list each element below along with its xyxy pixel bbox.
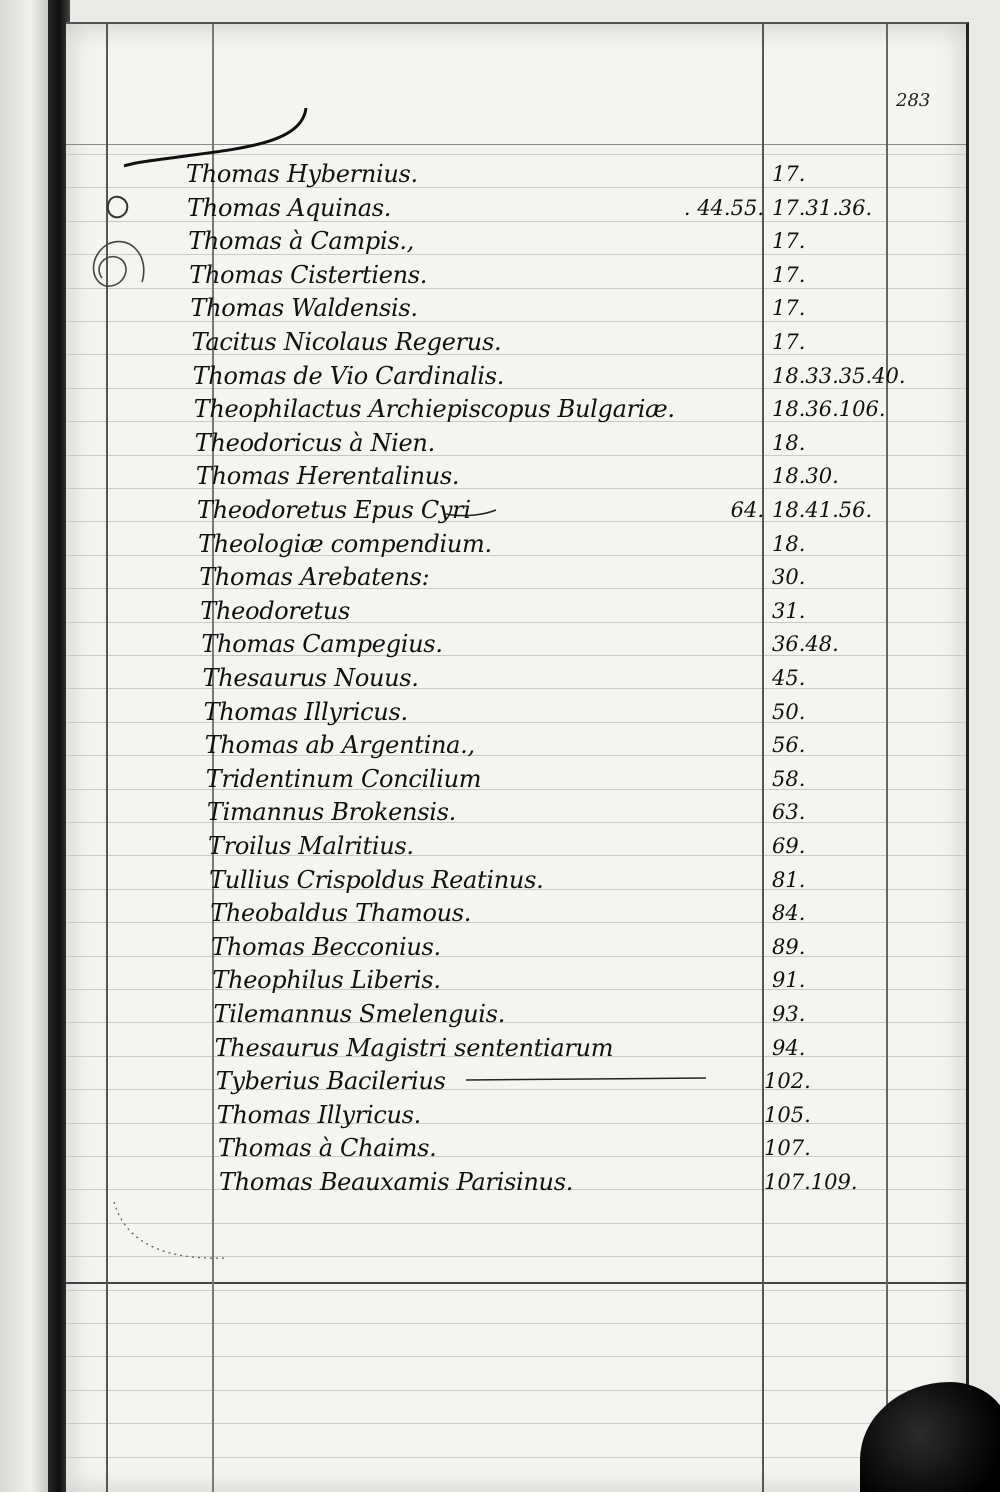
index-entry bbox=[66, 1034, 966, 1068]
entry-name: Tullius Crispoldus Reatinus. bbox=[209, 865, 544, 894]
entry-page-refs: 58. bbox=[772, 766, 806, 791]
entry-page-refs: 17. bbox=[772, 296, 806, 321]
entry-page-refs: 17. bbox=[772, 229, 806, 254]
index-entry bbox=[66, 328, 966, 362]
entry-name: Thomas Hybernius. bbox=[186, 160, 418, 188]
index-entry bbox=[66, 563, 966, 597]
entry-page-refs: 81. bbox=[772, 867, 806, 892]
entry-name: Timannus Brokensis. bbox=[206, 798, 456, 827]
entry-name: Theophilactus Archiepiscopus Bulgariæ. bbox=[193, 395, 675, 424]
entry-page-refs: 107.109. bbox=[764, 1170, 858, 1194]
index-entry bbox=[66, 496, 966, 530]
page-number: 283 bbox=[896, 90, 931, 111]
entry-name: Thomas Illyricus. bbox=[203, 697, 408, 726]
index-entry bbox=[66, 664, 966, 698]
entry-page-refs: 17. bbox=[772, 262, 806, 287]
index-entry bbox=[66, 160, 966, 194]
entry-name: Thomas Beauxamis Parisinus. bbox=[219, 1168, 574, 1196]
entry-name: Theodoretus Epus Cyri bbox=[197, 496, 471, 524]
index-entry bbox=[66, 429, 966, 463]
index-entry bbox=[66, 731, 966, 765]
ruled-line bbox=[66, 1356, 966, 1357]
entry-name: Theobaldus Thamous. bbox=[210, 899, 472, 928]
index-entry bbox=[66, 866, 966, 900]
index-entry bbox=[66, 899, 966, 933]
entry-page-refs: 63. bbox=[772, 800, 806, 825]
index-entry bbox=[66, 966, 966, 1000]
index-entry bbox=[66, 765, 966, 799]
index-entry bbox=[66, 832, 966, 866]
entry-name: Thomas Becconius. bbox=[211, 932, 441, 961]
facing-page-edge bbox=[0, 0, 52, 1492]
entry-name: Thesaurus Nouus. bbox=[202, 664, 419, 692]
index-entry bbox=[66, 933, 966, 967]
index-entry bbox=[66, 1168, 966, 1202]
entry-name: Theophilus Liberis. bbox=[212, 966, 441, 995]
index-entry bbox=[66, 227, 966, 261]
index-entry bbox=[66, 261, 966, 295]
entry-name: Thomas Aquinas. bbox=[187, 193, 392, 222]
index-entry bbox=[66, 294, 966, 328]
index-entry bbox=[66, 462, 966, 496]
entry-page-refs: 18. bbox=[772, 430, 806, 455]
entry-page-refs: 91. bbox=[772, 968, 806, 993]
entry-page-refs: 84. bbox=[772, 901, 806, 926]
index-entry bbox=[66, 530, 966, 564]
entry-page-refs: 18.30. bbox=[772, 464, 839, 489]
entry-page-refs: 18.41.56. bbox=[772, 498, 873, 522]
ruled-line bbox=[66, 1423, 966, 1424]
entry-page-refs: 17.31.36. bbox=[772, 195, 873, 220]
entry-name: Tilemannus Smelenguis. bbox=[213, 1000, 506, 1028]
index-entry bbox=[66, 1134, 966, 1168]
entry-name: Theodoricus à Nien. bbox=[194, 428, 435, 457]
entry-name: Tyberius Bacilerius bbox=[215, 1067, 446, 1096]
entry-name: Theodoretus bbox=[200, 596, 351, 625]
entry-page-refs: 36.48. bbox=[772, 632, 839, 657]
ruled-line bbox=[66, 1457, 966, 1458]
entry-name: Thomas Arebatens: bbox=[199, 563, 430, 592]
index-entry bbox=[66, 395, 966, 429]
entry-page-refs: 89. bbox=[772, 934, 806, 959]
entry-name: Tridentinum Concilium bbox=[205, 764, 482, 793]
entry-page-refs: 45. bbox=[772, 666, 806, 690]
entry-name: Thomas Campegius. bbox=[201, 630, 443, 659]
entry-name: Thomas à Campis., bbox=[188, 227, 414, 256]
entry-name: Thomas ab Argentina., bbox=[204, 731, 475, 760]
index-entry bbox=[66, 1101, 966, 1135]
entry-name: Thomas de Vio Cardinalis. bbox=[192, 361, 505, 390]
entry-name: Thomas Herentalinus. bbox=[195, 462, 460, 491]
entry-page-refs: 94. bbox=[772, 1035, 806, 1060]
index-entry bbox=[66, 698, 966, 732]
index-entry bbox=[66, 597, 966, 631]
entry-page-refs: 69. bbox=[772, 834, 806, 858]
entry-page-refs: 17. bbox=[772, 330, 806, 354]
entry-page-refs: 102. bbox=[764, 1069, 811, 1094]
entry-name: Theologiæ compendium. bbox=[198, 529, 492, 558]
entry-page-refs: 18.33.35.40. bbox=[772, 363, 906, 388]
entry-page-refs: 56. bbox=[772, 733, 806, 758]
entry-page-refs: 17. bbox=[772, 162, 806, 186]
entry-name: Thomas à Chaims. bbox=[217, 1134, 437, 1163]
entry-page-refs: 105. bbox=[764, 1102, 811, 1127]
entry-name: Thomas Waldensis. bbox=[190, 294, 418, 323]
entry-name: Troilus Malritius. bbox=[208, 832, 414, 860]
index-page bbox=[66, 22, 969, 1492]
entry-name: Thesaurus Magistri sententiarum bbox=[214, 1033, 614, 1062]
index-entry bbox=[66, 798, 966, 832]
ruled-line bbox=[66, 1390, 966, 1391]
entry-page-refs: 50. bbox=[772, 699, 806, 724]
entry-prior-refs: 64. bbox=[730, 498, 764, 522]
entry-name: Thomas Illyricus. bbox=[216, 1100, 422, 1129]
entry-page-refs: 107. bbox=[764, 1136, 811, 1161]
entry-page-refs: 93. bbox=[772, 1002, 806, 1026]
entry-prior-refs: . 44.55. bbox=[683, 195, 764, 220]
index-entry bbox=[66, 194, 966, 228]
entry-page-refs: 18.36.106. bbox=[772, 397, 886, 422]
entry-name: Thomas Cistertiens. bbox=[189, 260, 428, 289]
index-entry bbox=[66, 630, 966, 664]
index-entry bbox=[66, 362, 966, 396]
entry-page-refs: 31. bbox=[772, 598, 806, 623]
index-entry bbox=[66, 1000, 966, 1034]
index-entry bbox=[66, 1067, 966, 1101]
entry-name: Tacitus Nicolaus Regerus. bbox=[191, 328, 502, 356]
entry-page-refs: 30. bbox=[772, 565, 806, 590]
entry-page-refs: 18. bbox=[772, 531, 806, 556]
